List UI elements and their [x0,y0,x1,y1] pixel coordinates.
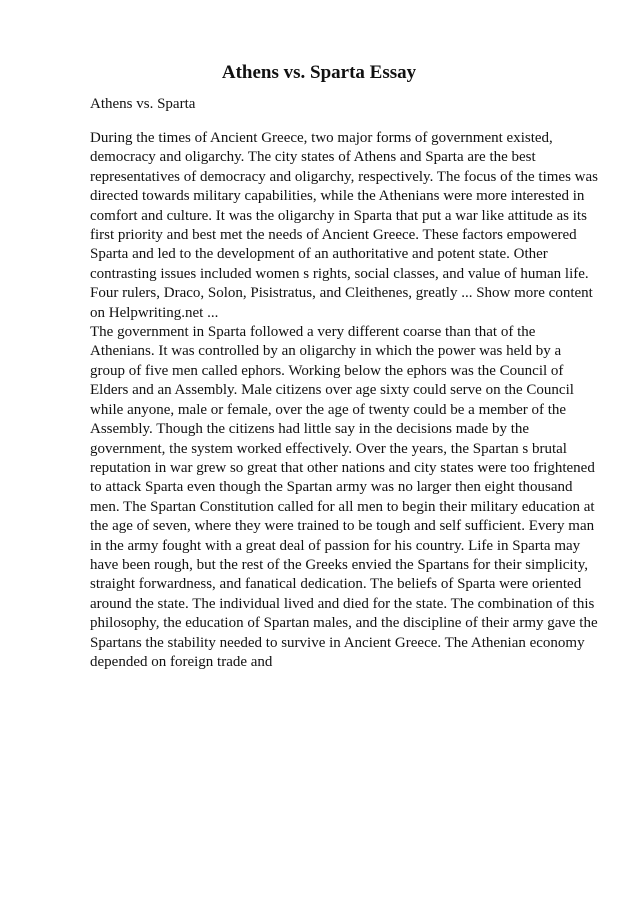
document-subtitle: Athens vs. Sparta [90,96,196,112]
essay-line: philosophy, the education of Spartan males, and the discipline of their army gave the [90,615,598,632]
essay-line: democracy and oligarchy. The city states of Athens and Sparta are the best [90,149,536,166]
essay-line: directed towards military capabilities, while the Athenians were more interested in [90,188,585,205]
essay-line: first priority and best met the needs of Ancient Greece. These factors empowered [90,227,577,244]
essay-line: Four rulers, Draco, Solon, Pisistratus, and Cleithenes, greatly ... Show more content [90,285,593,302]
essay-line: reputation in war grew so great that other nations and city states were too frightened [90,459,595,476]
essay-line: Sparta and led to the development of an authoritative and potent state. Other [90,246,548,263]
essay-line: the age of seven, where they were trained to be tough and self sufficient. Every man [90,518,595,535]
essay-line: men. The Spartan Constitution called for all men to begin their military education at [90,498,595,515]
essay-line: straight forwardness, and fanatical dedication. The beliefs of Sparta were oriented [90,576,582,593]
essay-line: During the times of Ancient Greece, two major forms of government existed, [90,130,553,146]
essay-line: Assembly. Though the citizens had little say in the decisions made by the [90,421,530,438]
essay-body [90,129,599,672]
essay-line: around the state. The individual lived and died for the state. The combination of this [90,595,595,612]
essay-line: Spartans the stability needed to survive in Ancient Greece. The Athenian economy [90,634,585,651]
essay-line: to attack Sparta even though the Spartan army was no larger then eight thousand [90,479,573,496]
essay-line: government, the system worked effectively. Over the years, the Spartan s brutal [90,440,567,457]
essay-line: contrasting issues included women s rights, social classes, and value of human life. [90,265,589,282]
essay-line: Athenians. It was controlled by an oligarchy in which the power was held by a [90,343,562,360]
essay-line: depended on foreign trade and [90,653,273,670]
document-title: Athens vs. Sparta Essay [221,62,417,83]
essay-line: The government in Sparta followed a very different coarse than that of the [90,324,536,341]
essay-line: group of five men called ephors. Working below the ephors was the Council of [90,362,564,379]
essay-line: while anyone, male or female, over the age of twenty could be a member of the [90,401,567,418]
essay-line: on Helpwriting.net ... [90,304,219,321]
essay-line: in the army fought with a great deal of passion for his country. Life in Sparta may [90,537,581,554]
essay-line: have been rough, but the rest of the Greeks envied the Spartans for their simplicity, [90,556,589,573]
essay-line: comfort and culture. It was the oligarchy in Sparta that put a war like attitude as its [90,207,587,224]
essay-line: representatives of democracy and oligarchy, respectively. The focus of the times was [90,168,599,185]
essay-line: Elders and an Assembly. Male citizens over age sixty could serve on the Council [90,382,574,399]
